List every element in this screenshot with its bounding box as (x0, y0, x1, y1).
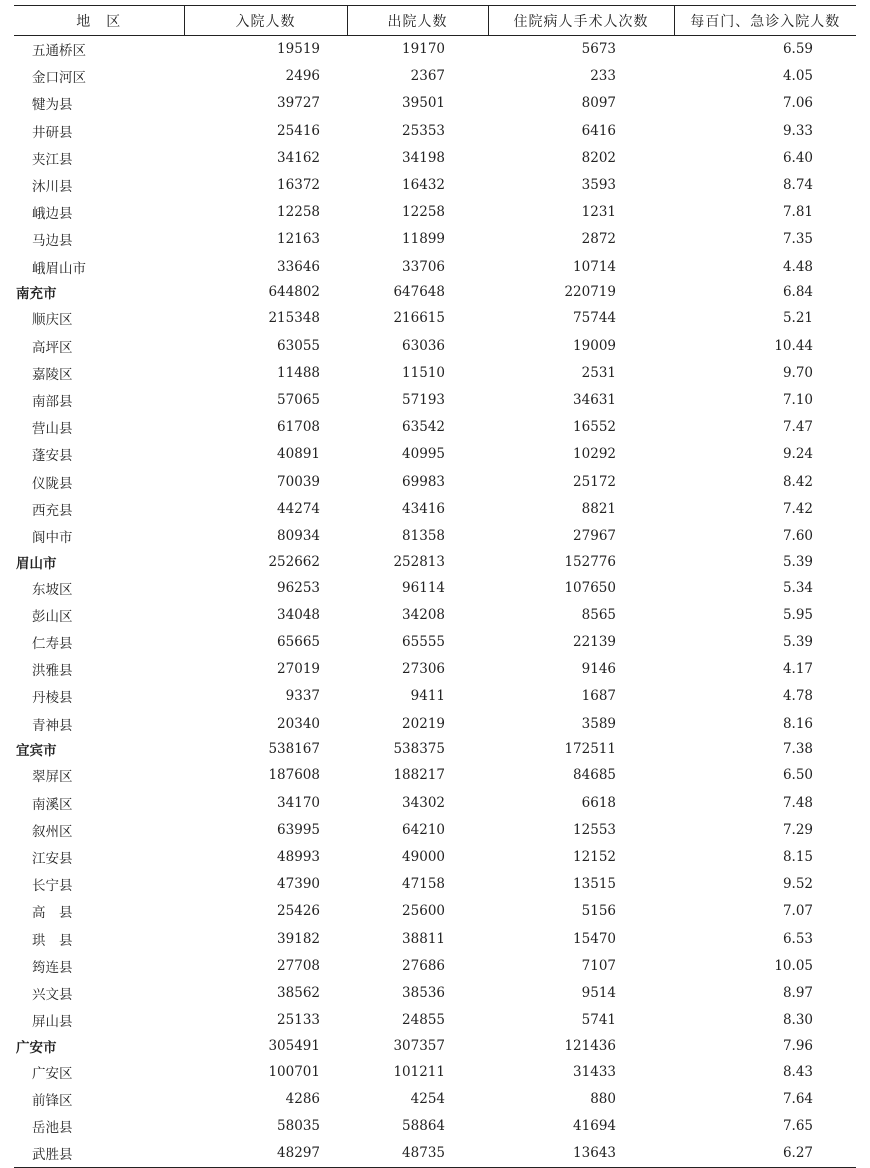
cell-region: 长宁县 (32, 878, 73, 895)
cell-discharges: 538375 (393, 741, 445, 758)
table-row (14, 359, 856, 386)
cell-discharges: 49000 (402, 848, 445, 865)
cell-discharges: 34198 (402, 149, 445, 166)
cell-region: 叙州区 (32, 823, 73, 840)
cell-discharges: 33706 (402, 258, 445, 275)
cell-admissions: 4286 (285, 1091, 320, 1108)
cell-region: 沐川县 (32, 179, 73, 196)
cell-admissions: 20340 (277, 715, 320, 732)
cell-discharges: 65555 (402, 634, 445, 651)
city-row (14, 737, 856, 762)
cell-discharges: 57193 (402, 391, 445, 408)
cell-discharges: 647648 (393, 284, 445, 301)
cell-region: 蓬安县 (32, 448, 73, 465)
table-row (14, 1058, 856, 1085)
cell-region: 南充市 (16, 286, 57, 303)
cell-discharges: 63036 (402, 337, 445, 354)
cell-discharges: 43416 (402, 500, 445, 517)
cell-admission-rate: 4.05 (782, 68, 813, 85)
cell-region: 丹棱县 (32, 690, 73, 707)
cell-surgeries: 1231 (581, 204, 616, 221)
cell-admission-rate: 6.53 (782, 930, 813, 947)
cell-surgeries: 220719 (564, 284, 616, 301)
table-row (14, 495, 856, 522)
city-row (14, 549, 856, 574)
cell-region: 兴文县 (32, 986, 73, 1003)
cell-region: 五通桥区 (32, 43, 86, 60)
table-row (14, 386, 856, 413)
cell-surgeries: 12553 (573, 821, 616, 838)
table-row (14, 522, 856, 549)
cell-discharges: 11510 (402, 364, 445, 381)
cell-admissions: 39727 (277, 95, 320, 112)
cell-admissions: 70039 (277, 473, 320, 490)
cell-admission-rate: 10.44 (774, 337, 813, 354)
table-row (14, 952, 856, 979)
cell-admission-rate: 7.35 (782, 231, 813, 248)
cell-discharges: 34208 (402, 606, 445, 623)
cell-admissions: 538167 (268, 741, 320, 758)
cell-admissions: 63995 (277, 821, 320, 838)
cell-admissions: 644802 (268, 284, 320, 301)
cell-admission-rate: 7.38 (782, 741, 813, 758)
table-row (14, 683, 856, 710)
cell-region: 珙 县 (32, 932, 73, 949)
cell-surgeries: 152776 (564, 553, 616, 570)
cell-admissions: 38562 (277, 984, 320, 1001)
cell-surgeries: 84685 (573, 767, 616, 784)
table-row (14, 90, 856, 117)
cell-surgeries: 16552 (573, 419, 616, 436)
header-discharges: 出院人数 (347, 6, 488, 36)
cell-admissions: 34048 (277, 606, 320, 623)
cell-region: 彭山区 (32, 608, 73, 625)
cell-surgeries: 15470 (573, 930, 616, 947)
table-row (14, 1140, 856, 1167)
cell-surgeries: 25172 (573, 473, 616, 490)
cell-admission-rate: 8.16 (782, 715, 813, 732)
cell-region: 犍为县 (32, 97, 73, 114)
cell-surgeries: 172511 (564, 741, 616, 758)
cell-admission-rate: 8.30 (782, 1012, 813, 1029)
cell-surgeries: 8097 (581, 95, 616, 112)
cell-surgeries: 10714 (573, 258, 616, 275)
table-row (14, 1113, 856, 1140)
cell-discharges: 307357 (393, 1037, 445, 1054)
cell-region: 嘉陵区 (32, 366, 73, 383)
cell-surgeries: 3589 (581, 715, 616, 732)
cell-surgeries: 9514 (581, 984, 616, 1001)
cell-surgeries: 6416 (581, 122, 616, 139)
cell-discharges: 96114 (402, 579, 445, 596)
cell-region: 高 县 (32, 905, 73, 922)
statistics-table-page (14, 5, 856, 1168)
city-row (14, 280, 856, 305)
cell-region: 筠连县 (32, 959, 73, 976)
cell-discharges: 58864 (402, 1118, 445, 1135)
table-row (14, 171, 856, 198)
table-row (14, 226, 856, 253)
cell-admission-rate: 7.10 (782, 391, 813, 408)
cell-region: 峨边县 (32, 206, 73, 223)
cell-region: 前锋区 (32, 1093, 73, 1110)
cell-admissions: 61708 (277, 419, 320, 436)
cell-discharges: 252813 (393, 553, 445, 570)
cell-admission-rate: 9.70 (782, 364, 813, 381)
cell-surgeries: 10292 (573, 446, 616, 463)
cell-surgeries: 75744 (573, 310, 616, 327)
table-row (14, 117, 856, 144)
cell-region: 南部县 (32, 393, 73, 410)
table-row (14, 979, 856, 1006)
cell-region: 峨眉山市 (32, 260, 86, 277)
cell-discharges: 12258 (402, 204, 445, 221)
table-row (14, 1006, 856, 1033)
cell-admission-rate: 7.64 (782, 1091, 813, 1108)
header-row (14, 6, 856, 36)
table-row (14, 144, 856, 171)
table-row (14, 628, 856, 655)
cell-admissions: 65665 (277, 634, 320, 651)
cell-surgeries: 2531 (581, 364, 616, 381)
table-row (14, 925, 856, 952)
cell-admissions: 47390 (277, 876, 320, 893)
hospital-admissions-table (14, 5, 856, 1168)
cell-admissions: 25133 (277, 1012, 320, 1029)
cell-admission-rate: 7.81 (782, 204, 813, 221)
cell-admissions: 305491 (268, 1037, 320, 1054)
cell-discharges: 34302 (402, 794, 445, 811)
cell-surgeries: 19009 (573, 337, 616, 354)
cell-discharges: 27306 (402, 661, 445, 678)
cell-admissions: 96253 (277, 579, 320, 596)
cell-admissions: 80934 (277, 527, 320, 544)
cell-admission-rate: 5.39 (782, 634, 813, 651)
cell-admission-rate: 5.95 (782, 606, 813, 623)
cell-admissions: 48297 (184, 1140, 347, 1167)
cell-admissions: 58035 (277, 1118, 320, 1135)
cell-admission-rate: 8.42 (782, 473, 813, 490)
cell-surgeries: 13515 (573, 876, 616, 893)
city-row (14, 1034, 856, 1059)
cell-surgeries: 31433 (573, 1063, 616, 1080)
cell-region: 江安县 (32, 850, 73, 867)
table-row (14, 1085, 856, 1112)
cell-admission-rate: 6.40 (782, 149, 813, 166)
cell-region: 岳池县 (32, 1120, 73, 1137)
cell-admission-rate: 7.48 (782, 794, 813, 811)
cell-admission-rate: 10.05 (774, 957, 813, 974)
cell-discharges: 38811 (402, 930, 445, 947)
cell-region: 仁寿县 (32, 636, 73, 653)
cell-admissions: 12163 (277, 231, 320, 248)
cell-admissions: 40891 (277, 446, 320, 463)
cell-admission-rate: 6.50 (782, 767, 813, 784)
cell-region: 屏山县 (32, 1014, 73, 1031)
cell-admission-rate: 8.97 (782, 984, 813, 1001)
cell-admission-rate: 9.33 (782, 122, 813, 139)
cell-discharges: 4254 (410, 1091, 445, 1108)
table-row (14, 871, 856, 898)
table-row (14, 468, 856, 495)
table-row (14, 710, 856, 737)
cell-admission-rate: 6.27 (674, 1140, 856, 1167)
table-row (14, 36, 856, 63)
cell-admission-rate: 7.47 (782, 419, 813, 436)
cell-discharges: 48735 (347, 1140, 488, 1167)
header-surgeries: 住院病人手术人次数 (488, 6, 674, 36)
cell-region: 营山县 (32, 421, 73, 438)
table-row (14, 843, 856, 870)
cell-region: 翠屏区 (32, 769, 73, 786)
cell-admission-rate: 5.21 (782, 310, 813, 327)
cell-admission-rate: 8.15 (782, 848, 813, 865)
cell-admission-rate: 7.07 (782, 903, 813, 920)
cell-admissions: 27019 (277, 661, 320, 678)
table-row (14, 305, 856, 332)
cell-surgeries: 27967 (573, 527, 616, 544)
cell-surgeries: 34631 (573, 391, 616, 408)
table-row (14, 762, 856, 789)
cell-admission-rate: 6.84 (782, 284, 813, 301)
cell-admissions: 187608 (268, 767, 320, 784)
cell-admissions: 12258 (277, 204, 320, 221)
cell-surgeries: 5741 (581, 1012, 616, 1029)
cell-admission-rate: 4.48 (782, 258, 813, 275)
cell-discharges: 24855 (402, 1012, 445, 1029)
cell-admissions: 9337 (285, 688, 320, 705)
cell-admissions: 48993 (277, 848, 320, 865)
cell-discharges: 25353 (402, 122, 445, 139)
header-admission-rate: 每百门、急诊入院人数 (674, 6, 856, 36)
cell-discharges: 27686 (402, 957, 445, 974)
cell-discharges: 16432 (402, 177, 445, 194)
header-admissions: 入院人数 (184, 6, 347, 36)
table-row (14, 789, 856, 816)
cell-discharges: 40995 (402, 446, 445, 463)
cell-discharges: 19170 (402, 41, 445, 58)
table-header (14, 6, 856, 36)
cell-discharges: 188217 (393, 767, 445, 784)
cell-discharges: 81358 (402, 527, 445, 544)
cell-admission-rate: 4.78 (782, 688, 813, 705)
cell-admissions: 2496 (285, 68, 320, 85)
cell-surgeries: 12152 (573, 848, 616, 865)
cell-admission-rate: 8.74 (782, 177, 813, 194)
cell-region: 高坪区 (32, 339, 73, 356)
cell-admission-rate: 5.39 (782, 553, 813, 570)
cell-discharges: 64210 (402, 821, 445, 838)
cell-admission-rate: 7.06 (782, 95, 813, 112)
table-row (14, 199, 856, 226)
cell-surgeries: 1687 (581, 688, 616, 705)
table-row (14, 441, 856, 468)
cell-admissions: 27708 (277, 957, 320, 974)
cell-admissions: 252662 (268, 553, 320, 570)
cell-admission-rate: 9.24 (782, 446, 813, 463)
table-row (14, 816, 856, 843)
cell-region: 井研县 (32, 124, 73, 141)
cell-admission-rate: 5.34 (782, 579, 813, 596)
cell-admission-rate: 9.52 (782, 876, 813, 893)
cell-discharges: 39501 (402, 95, 445, 112)
cell-discharges: 9411 (410, 688, 445, 705)
cell-region: 南溪区 (32, 796, 73, 813)
cell-admission-rate: 7.42 (782, 500, 813, 517)
cell-discharges: 216615 (393, 310, 445, 327)
cell-admission-rate: 7.65 (782, 1118, 813, 1135)
table-row (14, 63, 856, 90)
cell-region: 东坡区 (32, 581, 73, 598)
cell-surgeries: 5156 (581, 903, 616, 920)
cell-surgeries: 13643 (488, 1140, 674, 1167)
cell-surgeries: 2872 (581, 231, 616, 248)
cell-admission-rate: 8.43 (782, 1063, 813, 1080)
cell-discharges: 11899 (402, 231, 445, 248)
cell-region: 眉山市 (16, 555, 57, 572)
table-body (14, 36, 856, 1168)
cell-discharges: 38536 (402, 984, 445, 1001)
table-row (14, 898, 856, 925)
cell-surgeries: 107650 (564, 579, 616, 596)
cell-admission-rate: 7.96 (782, 1037, 813, 1054)
table-row (14, 414, 856, 441)
cell-surgeries: 22139 (573, 634, 616, 651)
cell-surgeries: 233 (590, 68, 616, 85)
cell-admissions: 100701 (268, 1063, 320, 1080)
cell-region: 广安市 (16, 1039, 57, 1056)
cell-region: 武胜县 (14, 1140, 184, 1167)
cell-admissions: 11488 (277, 364, 320, 381)
table-row (14, 656, 856, 683)
cell-admissions: 39182 (277, 930, 320, 947)
cell-admissions: 25416 (277, 122, 320, 139)
cell-admissions: 34162 (277, 149, 320, 166)
cell-surgeries: 8821 (581, 500, 616, 517)
cell-region: 西充县 (32, 502, 73, 519)
cell-surgeries: 9146 (581, 661, 616, 678)
cell-discharges: 69983 (402, 473, 445, 490)
cell-admission-rate: 7.60 (782, 527, 813, 544)
table-row (14, 332, 856, 359)
cell-region: 洪雅县 (32, 663, 73, 680)
cell-surgeries: 121436 (564, 1037, 616, 1054)
cell-surgeries: 5673 (581, 41, 616, 58)
cell-discharges: 63542 (402, 419, 445, 436)
cell-surgeries: 3593 (581, 177, 616, 194)
cell-admission-rate: 6.59 (782, 41, 813, 58)
cell-admissions: 19519 (277, 41, 320, 58)
cell-admission-rate: 7.29 (782, 821, 813, 838)
cell-discharges: 20219 (402, 715, 445, 732)
cell-region: 阆中市 (32, 529, 73, 546)
cell-admissions: 63055 (277, 337, 320, 354)
cell-region: 仪陇县 (32, 475, 73, 492)
cell-discharges: 47158 (402, 876, 445, 893)
cell-surgeries: 6618 (581, 794, 616, 811)
cell-region: 夹江县 (32, 151, 73, 168)
cell-region: 宜宾市 (16, 743, 57, 760)
table-row (14, 253, 856, 280)
cell-discharges: 25600 (402, 903, 445, 920)
table-row (14, 601, 856, 628)
cell-surgeries: 41694 (573, 1118, 616, 1135)
cell-region: 青神县 (32, 717, 73, 734)
cell-admissions: 57065 (277, 391, 320, 408)
cell-admissions: 44274 (277, 500, 320, 517)
cell-admissions: 33646 (277, 258, 320, 275)
cell-region: 广安区 (32, 1065, 73, 1082)
cell-region: 顺庆区 (32, 312, 73, 329)
cell-admissions: 34170 (277, 794, 320, 811)
header-region: 地 区 (14, 6, 184, 36)
cell-region: 马边县 (32, 233, 73, 250)
cell-surgeries: 880 (590, 1091, 616, 1108)
cell-region: 金口河区 (32, 70, 86, 87)
cell-surgeries: 8202 (581, 149, 616, 166)
cell-discharges: 2367 (410, 68, 445, 85)
cell-admissions: 25426 (277, 903, 320, 920)
cell-admission-rate: 4.17 (782, 661, 813, 678)
table-row (14, 574, 856, 601)
cell-admissions: 16372 (277, 177, 320, 194)
cell-discharges: 101211 (393, 1063, 445, 1080)
cell-surgeries: 8565 (581, 606, 616, 623)
cell-surgeries: 7107 (581, 957, 616, 974)
cell-admissions: 215348 (268, 310, 320, 327)
